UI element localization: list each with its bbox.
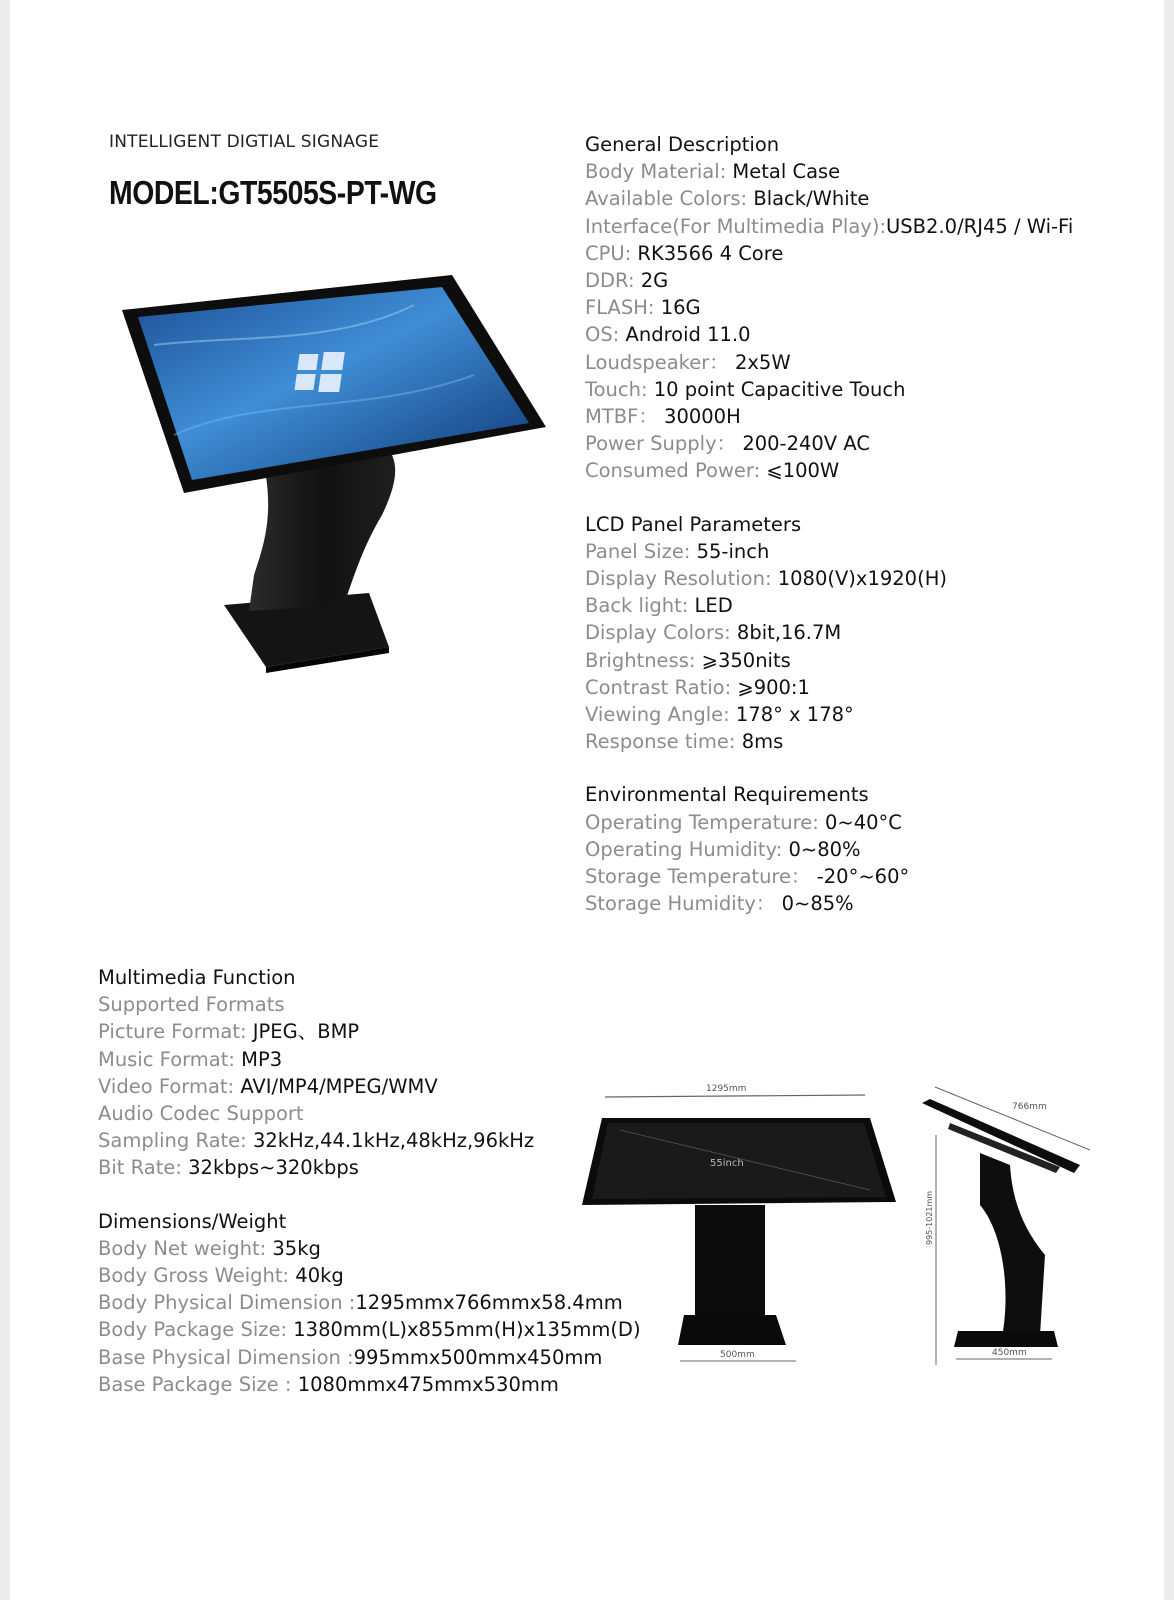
spec-value: ⩾900:1 <box>737 675 810 699</box>
spec-label: Operating Temperature: <box>585 810 825 834</box>
spec-value: ⩾350nits <box>701 648 791 672</box>
spec-row <box>585 158 1073 185</box>
spec-value: 1380mm(L)x855mm(H)x135mm(D) <box>293 1318 641 1342</box>
spec-value: Metal Case <box>732 160 841 184</box>
spec-label: Interface(For Multimedia Play): <box>585 214 887 238</box>
spec-row <box>585 890 1073 917</box>
spec-label: Panel Size: <box>585 539 697 563</box>
spec-value: 178° x 178° <box>735 703 854 727</box>
spec-row <box>585 430 1073 457</box>
environment-heading: Environmental Requirements <box>585 783 869 807</box>
spec-label: Viewing Angle: <box>585 703 736 727</box>
spec-value: 10 point Capacitive Touch <box>653 377 906 401</box>
spec-row <box>585 403 1073 430</box>
spec-row <box>98 1127 641 1154</box>
spec-row <box>585 647 1073 674</box>
spec-row <box>98 1018 641 1045</box>
side-view-drawing <box>920 1075 1100 1400</box>
spec-value: 35kg <box>272 1236 321 1260</box>
spec-label: CPU: <box>585 241 638 265</box>
spec-label: Body Net weight: <box>98 1236 273 1260</box>
spec-label: Consumed Power: <box>585 459 767 483</box>
spec-value: AVI/MP4/MPEG/WMV <box>240 1074 438 1098</box>
base-front-dimension-label: 500mm <box>720 1350 755 1360</box>
spec-label: Bit Rate: <box>98 1156 189 1180</box>
spec-label: Available Colors: <box>585 187 754 211</box>
spec-value: 8ms <box>741 730 784 754</box>
spec-label: Operating Humidity: <box>585 837 789 861</box>
spec-label: Storage Temperature： <box>585 865 817 889</box>
spec-label: Display Colors: <box>585 621 737 645</box>
spec-row <box>585 674 1073 701</box>
base-side-dimension-label: 450mm <box>992 1348 1027 1358</box>
spec-row <box>98 1289 641 1316</box>
spec-label: Body Physical Dimension : <box>98 1291 356 1315</box>
spec-value: 1080mmx475mmx530mm <box>297 1372 559 1396</box>
spec-value: 1295mmx766mmx58.4mm <box>355 1291 623 1315</box>
depth-dimension-label: 766mm <box>1012 1102 1047 1112</box>
spec-value: 1080(V)x1920(H) <box>777 567 947 591</box>
spec-value: USB2.0/RJ45 / Wi-Fi <box>886 214 1074 238</box>
spec-row <box>98 1262 641 1289</box>
spec-value: 0~85% <box>781 892 854 916</box>
spec-value: -20°~60° <box>816 865 910 889</box>
spec-row <box>585 240 1073 267</box>
spec-row <box>98 1344 641 1371</box>
spec-sheet-page <box>10 0 1164 1600</box>
diagonal-size-label: 55inch <box>710 1158 744 1169</box>
dimensions-heading: Dimensions/Weight <box>98 1209 287 1233</box>
spec-value: 8bit,16.7M <box>736 621 842 645</box>
spec-row <box>585 619 1073 646</box>
spec-row <box>585 213 1073 240</box>
model-title: MODEL:GT5505S-PT-WG <box>109 174 437 211</box>
spec-value: 16G <box>660 296 701 320</box>
lcd-panel-heading: LCD Panel Parameters <box>585 512 802 536</box>
spec-label: Body Material: <box>585 160 733 184</box>
spec-row <box>585 809 1073 836</box>
spec-row <box>585 185 1073 212</box>
spec-label: Storage Humidity： <box>585 892 782 916</box>
general-description-heading: General Description <box>585 133 780 156</box>
spec-value: 995mmx500mmx450mm <box>353 1345 603 1369</box>
spec-label: MTBF： <box>585 405 665 429</box>
spec-row <box>585 836 1073 863</box>
spec-label: Brightness: <box>585 648 702 672</box>
spec-label: Loudspeaker： <box>585 350 735 374</box>
spec-value: 55-inch <box>696 539 770 563</box>
spec-label: Display Resolution: <box>585 567 778 591</box>
spec-row <box>585 565 1073 592</box>
spec-label: Picture Format: <box>98 1020 253 1044</box>
spec-label: Body Package Size: <box>98 1318 294 1342</box>
multimedia-heading: Multimedia Function <box>98 966 296 989</box>
general-description-section <box>585 131 1073 917</box>
product-photo <box>114 275 554 685</box>
spec-row <box>98 1371 641 1398</box>
spec-row <box>585 376 1073 403</box>
spec-value: RK3566 4 Core <box>637 241 784 265</box>
spec-row <box>585 457 1073 484</box>
spec-row <box>585 538 1073 565</box>
spec-label: Response time: <box>585 730 742 754</box>
spec-row <box>585 349 1073 376</box>
spec-row <box>585 863 1073 890</box>
spec-value: 0~80% <box>788 837 861 861</box>
spec-row <box>585 592 1073 619</box>
spec-label: Sampling Rate: <box>98 1129 253 1153</box>
spec-label: OS: <box>585 323 626 347</box>
spec-row <box>98 1073 641 1100</box>
spec-value: 32kbps~320kbps <box>188 1156 359 1180</box>
front-view-drawing <box>580 1075 920 1400</box>
spec-row <box>585 728 1073 755</box>
spec-row <box>98 1046 641 1073</box>
spec-label: Power Supply： <box>585 432 743 456</box>
spec-value: 2x5W <box>734 350 791 374</box>
spec-label: FLASH: <box>585 296 661 320</box>
supported-formats-label: Supported Formats <box>98 993 285 1017</box>
spec-label: Touch: <box>585 377 654 401</box>
spec-value: ⩽100W <box>766 459 840 483</box>
spec-label: Base Physical Dimension : <box>98 1345 354 1369</box>
multimedia-section <box>98 964 641 1398</box>
spec-value: Android 11.0 <box>625 323 751 347</box>
spec-row <box>585 321 1073 348</box>
spec-value: 200-240V AC <box>742 432 870 456</box>
spec-value: 32kHz,44.1kHz,48kHz,96kHz <box>252 1129 535 1153</box>
spec-row <box>585 267 1073 294</box>
spec-row <box>98 1316 641 1343</box>
spec-row <box>98 1154 641 1181</box>
width-dimension-label: 1295mm <box>706 1084 747 1094</box>
spec-row <box>98 1235 641 1262</box>
spec-value: JPEG、BMP <box>252 1020 360 1044</box>
spec-label: DDR: <box>585 269 641 293</box>
spec-value: 30000H <box>664 405 741 429</box>
spec-value: 40kg <box>295 1264 344 1288</box>
spec-value: 0~40°C <box>824 810 902 834</box>
spec-value: LED <box>694 594 733 618</box>
height-dimension-label: 995-1021mm <box>925 1190 934 1245</box>
spec-label: Video Format: <box>98 1074 241 1098</box>
spec-label: Body Gross Weight: <box>98 1264 296 1288</box>
spec-label: Back light: <box>585 594 695 618</box>
audio-codec-label: Audio Codec Support <box>98 1102 304 1126</box>
spec-value: MP3 <box>241 1047 283 1071</box>
spec-label: Music Format: <box>98 1047 242 1071</box>
spec-row <box>585 701 1073 728</box>
spec-label: Contrast Ratio: <box>585 675 738 699</box>
product-subtitle: INTELLIGENT DIGTIAL SIGNAGE <box>109 132 380 152</box>
spec-row <box>585 294 1073 321</box>
spec-label: Base Package Size : <box>98 1372 298 1396</box>
spec-value: 2G <box>640 269 669 293</box>
spec-value: Black/White <box>753 187 870 211</box>
